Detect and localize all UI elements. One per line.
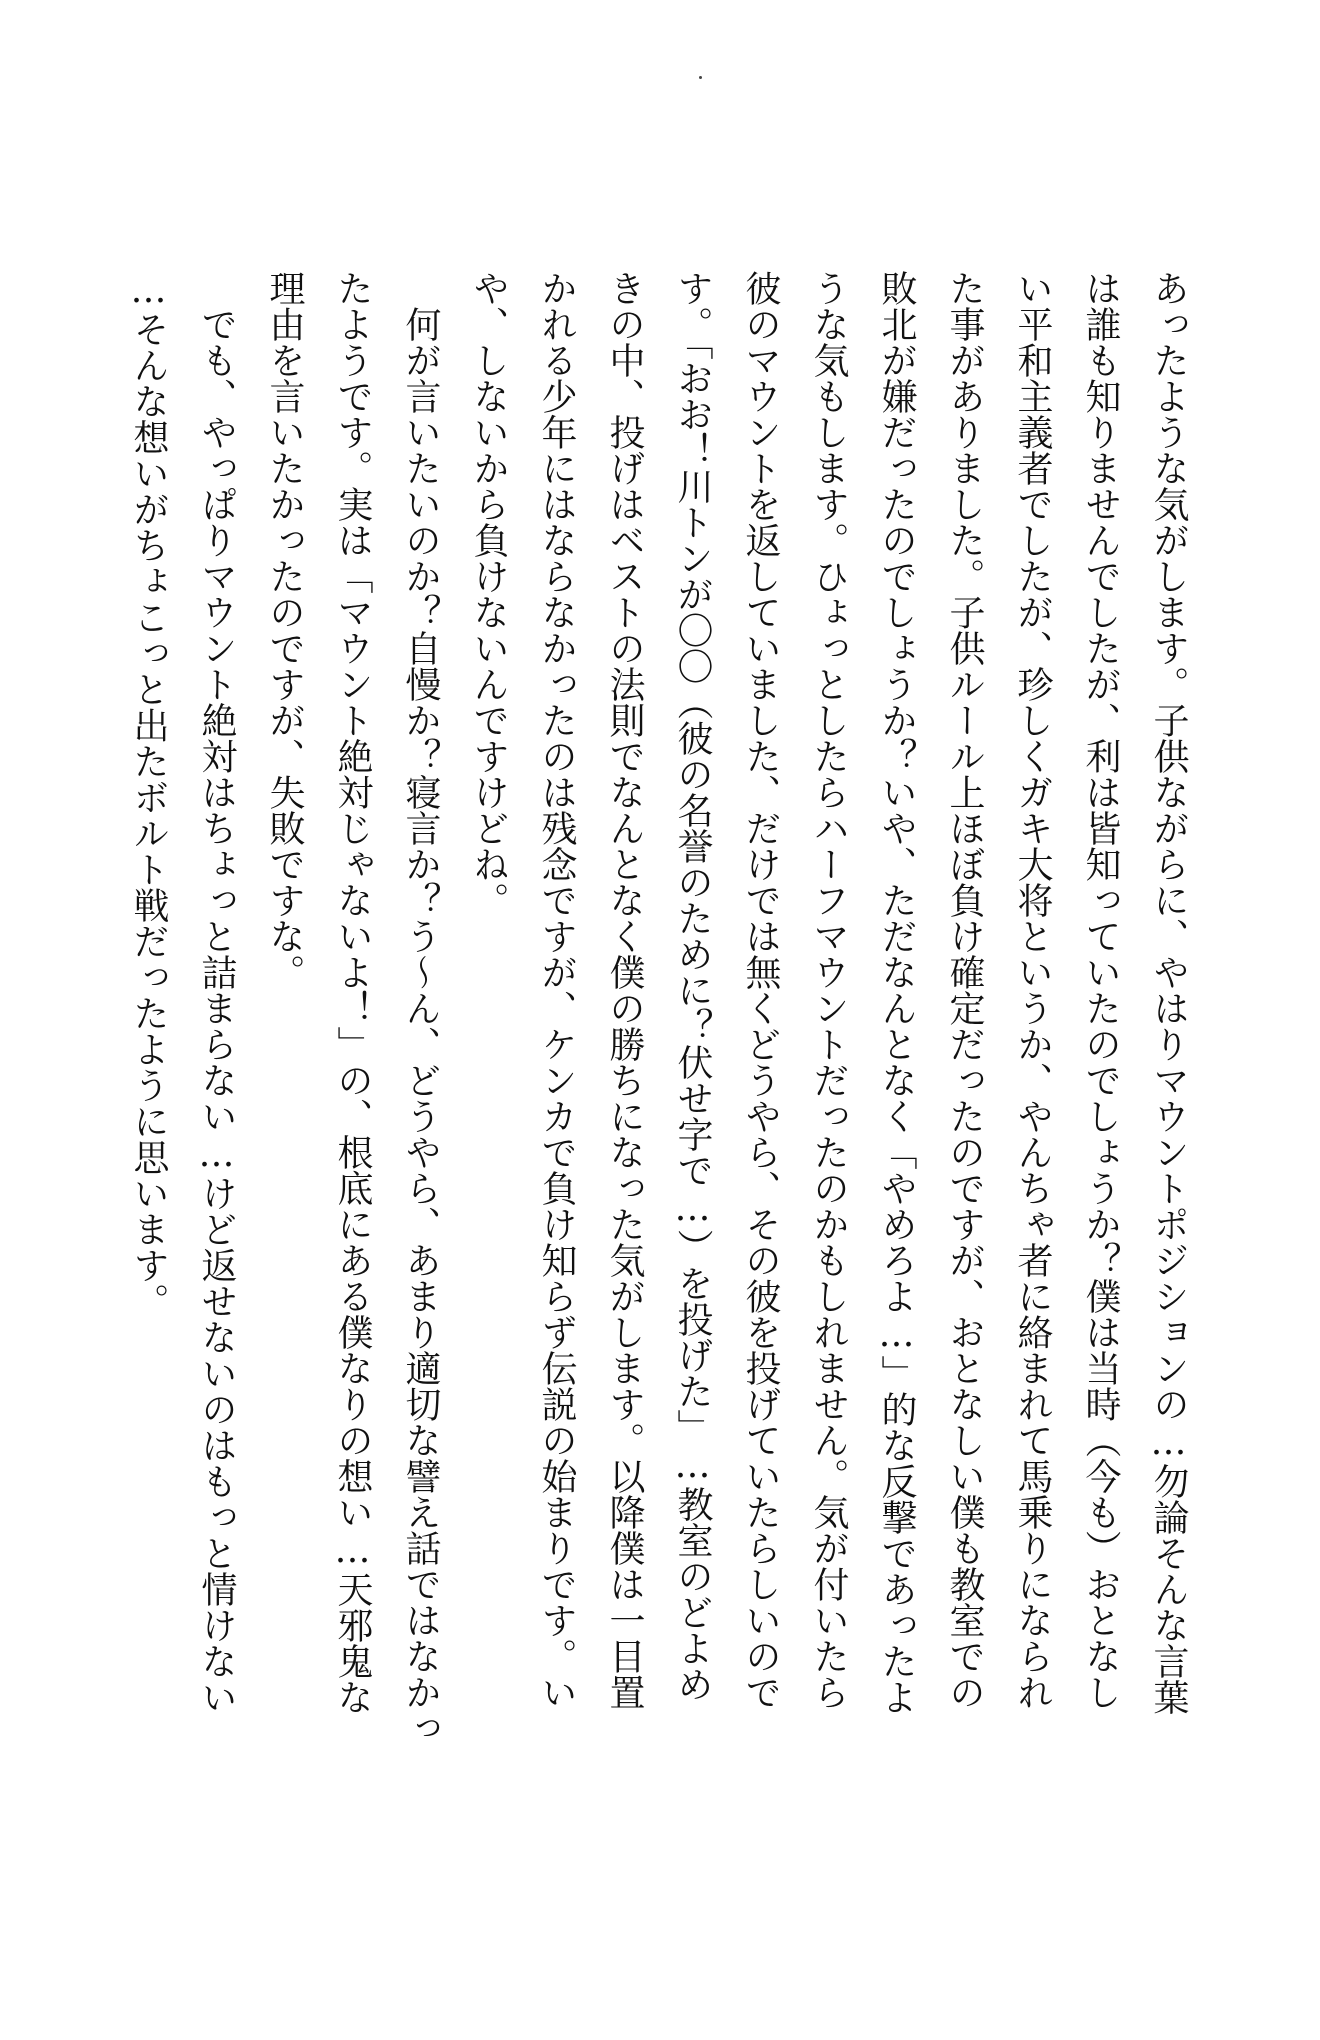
text-line: た事がありました。子供ルール上ほぼ負け確定だったのですが、おとなしい僕も教室での [944, 270, 985, 1710]
text-line: …そんな想いがちょこっと出たボルト戦だったように思います。 [128, 270, 169, 1319]
text-line: す。「おお！川トンが〇〇（彼の名誉のために？伏せ字で…）を投げた」…教室のどよめ [672, 270, 713, 1702]
text-line: や、しないから負けないんですけどね。 [468, 270, 509, 918]
text-line: は誰も知りませんでしたが、利は皆知っていたのでしょうか？僕は当時（今も）おとなし [1080, 270, 1121, 1710]
page-mark [699, 76, 702, 79]
text-line: 敗北が嫌だったのでしょうか？いや、ただなんとなく「やめろよ…」的な反撃であったよ [876, 270, 917, 1715]
text-line: 彼のマウントを返していました、だけでは無くどうやら、その彼を投げていたらしいので [740, 270, 781, 1710]
text-line: かれる少年にはならなかったのは残念ですが、ケンカで負け知らず伝説の始まりです。い [536, 270, 577, 1710]
text-line: きの中、投げはベストの法則でなんとなく僕の勝ちになった気がします。以降僕は一目置 [604, 270, 645, 1710]
text-line: たようです。実は「マウント絶対じゃないよ！」の、根底にある僕なりの想い…天邪鬼な [332, 270, 373, 1715]
text-line: い平和主義者でしたが、珍しくガキ大将というか、やんちゃ者に絡まれて馬乗りになられ [1012, 270, 1053, 1710]
vertical-text-body [114, 270, 1202, 1746]
text-line: うな気もします。ひょっとしたらハーフマウントだったのかもしれません。気が付いたら [808, 270, 849, 1710]
text-line: でも、やっぱりマウント絶対はちょっと詰まらない…けど返せないのはもっと情けない [196, 270, 237, 1715]
text-line: 何が言いたいのか？自慢か？寝言か？う～ん、どうやら、あまり適切な譬え話ではなかっ [400, 270, 441, 1746]
text-line: 理由を言いたかったのですが、失敗ですな。 [264, 270, 305, 990]
text-line: あったような気がします。子供ながらに、やはりマウントポジションの…勿論そんな言葉 [1148, 270, 1189, 1715]
